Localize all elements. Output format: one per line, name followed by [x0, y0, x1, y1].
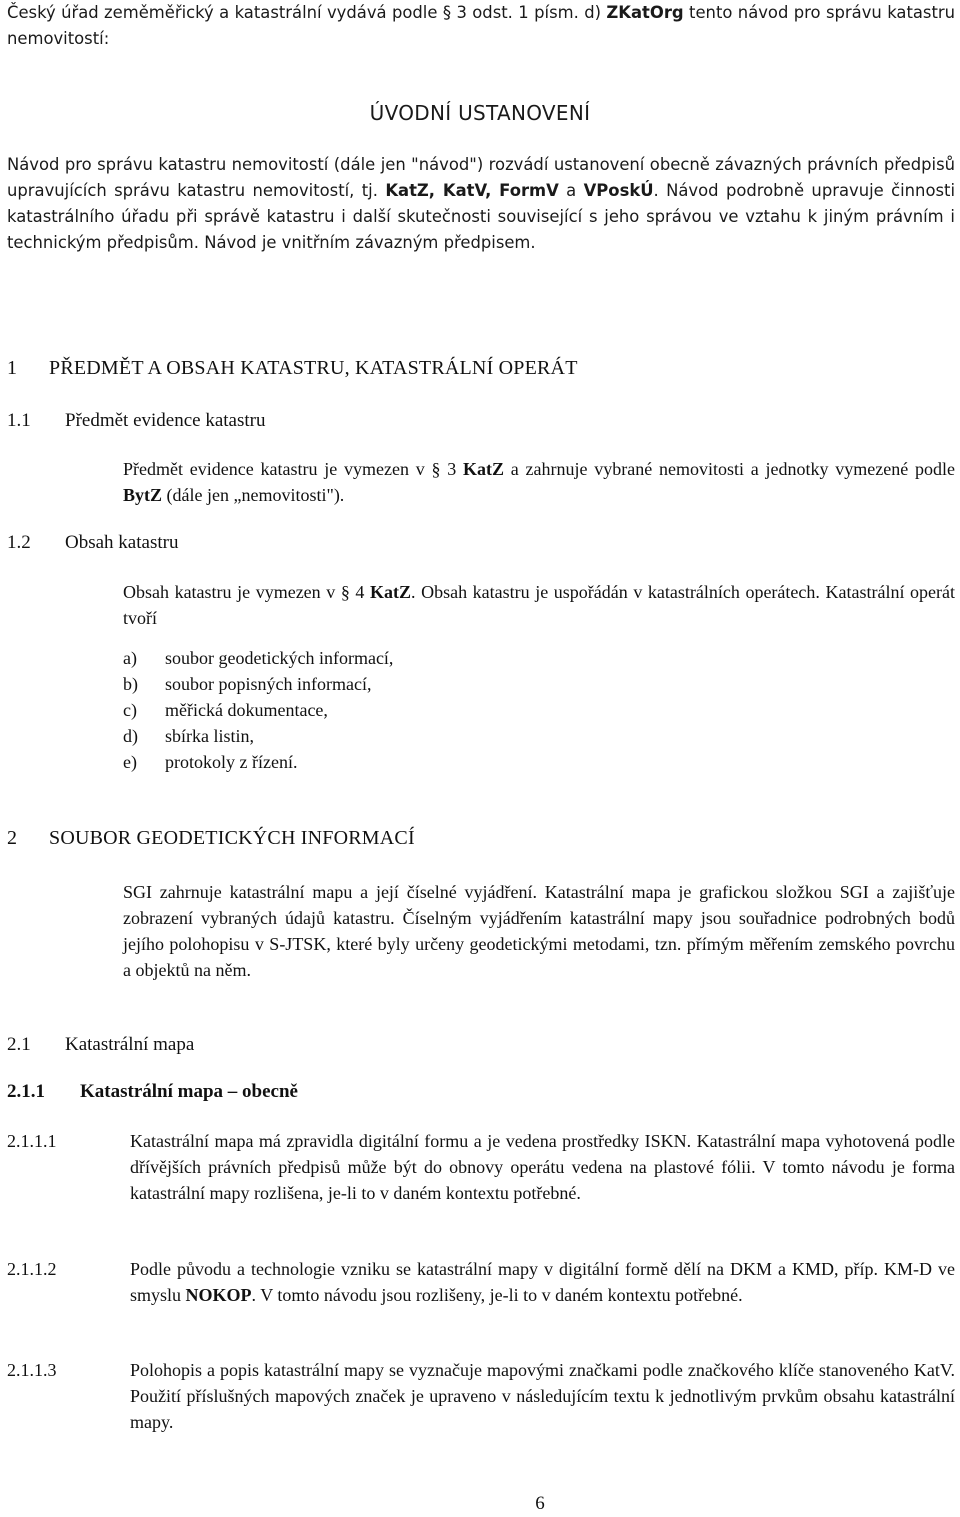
para-number: 2.1.1.3 [7, 1360, 57, 1380]
section1-1-heading [7, 410, 265, 432]
p3-c: . Použití příslušných mapových značek je upraveno v následujícím textu k jednotlivým prvkům obsahu katastrální mapy. [130, 1360, 955, 1432]
p3-a: Polohopis a popis katastrální mapy se vyznačuje mapovými značkami podle značkového klíče stanoveného [130, 1360, 914, 1380]
para-text: Katastrální mapa má zpravidla digitální formu a je vedena prostředky ISKN. Katastrální mapa vyhotovená podle dřívějších právních předpisů může být do obnovy operátu vedena na plastové fólii. V tomto návodu je forma katastrální mapy rozlišena, je-li to v daném kontextu potřebné. [130, 1131, 955, 1203]
section1-1-text [123, 456, 955, 508]
section1-title: PŘEDMĚT A OBSAH KATASTRU, KATASTRÁLNÍ OPERÁT [49, 357, 578, 379]
intro-zkatorg: ZKatOrg [606, 3, 684, 22]
page-title: ÚVODNÍ USTANOVENÍ [369, 101, 591, 125]
section2-1-title: Katastrální mapa [65, 1034, 195, 1055]
section1-2-title: Obsah katastru [65, 532, 179, 553]
section2-heading [7, 827, 415, 850]
p2-c: . V tomto návodu jsou rozlišeny, je-li to v daném kontextu potřebné. [251, 1285, 743, 1305]
list-item [123, 697, 923, 723]
list-text: soubor popisných informací, [165, 674, 372, 694]
section1-heading [7, 357, 578, 380]
section2-1-1-number: 2.1.1 [7, 1081, 45, 1102]
section1-1-title: Předmět evidence katastru [65, 410, 266, 431]
section1-number: 1 [7, 357, 18, 379]
intro-paragraph [7, 0, 955, 52]
para-number: 2.1.1.2 [7, 1259, 57, 1279]
s12-a: Obsah katastru je vymezen v § 4 [123, 582, 370, 602]
intro-text-end: tento návod pro správu katastru nemovitostí: [7, 3, 956, 48]
para-2-1-1-1 [7, 1128, 955, 1206]
p2-nokop: NOKOP [185, 1285, 252, 1305]
section2-title: SOUBOR GEODETICKÝCH INFORMACÍ [49, 827, 415, 849]
section2-1-1-title: Katastrální mapa – obecně [80, 1081, 298, 1102]
intro-body-laws: KatZ, KatV, FormV [385, 181, 559, 200]
list-label: a) [123, 648, 137, 668]
intro-body-paragraph [7, 152, 955, 256]
intro-body-e: . Návod podrobně upravuje činnosti katastrálního úřadu při správě katastru i další skutečnosti související s jeho správou ve vztahu k jiným právním i technickým předpisům. Návod je vnitřním závazným předpisem. [7, 181, 955, 252]
s11-bytz: BytZ [123, 485, 163, 505]
p2-a: Podle původu a technologie vzniku se katastrální mapy v digitální formě dělí na DKM a KMD, příp. KM-D ve smyslu [130, 1259, 955, 1305]
list-item [123, 723, 923, 749]
section1-2-number: 1.2 [7, 532, 31, 553]
list-label: b) [123, 674, 138, 694]
s11-e: (dále jen „nemovitosti"). [162, 485, 345, 505]
section1-1-number: 1.1 [7, 410, 31, 431]
para-number: 2.1.1.1 [7, 1131, 57, 1151]
section2-1-number: 2.1 [7, 1034, 31, 1055]
operat-list [123, 645, 923, 775]
para-2-1-1-2 [7, 1256, 955, 1308]
para-2-1-1-3 [7, 1357, 955, 1435]
s12-katz: KatZ [369, 582, 411, 602]
list-text: měřická dokumentace, [165, 700, 328, 720]
s12-c: . Obsah katastru je uspořádán v katastrálních operátech. Katastrální operát tvoří [123, 582, 955, 628]
list-text: protokoly z řízení. [165, 752, 298, 772]
list-item [123, 671, 923, 697]
para-text [130, 1357, 955, 1435]
list-item [123, 645, 923, 671]
intro-body-vposku: VPoskÚ [583, 181, 654, 200]
para-text [130, 1256, 955, 1308]
list-label: e) [123, 752, 137, 772]
s11-a: Předmět evidence katastru je vymezen v § 3 [123, 459, 463, 479]
page-number: 6 [535, 1493, 545, 1514]
intro-body-c: a [558, 181, 584, 200]
section2-1-heading [7, 1034, 194, 1056]
section2-1-1-heading [7, 1081, 298, 1103]
s11-katz: KatZ [463, 459, 505, 479]
list-label: d) [123, 726, 138, 746]
list-item [123, 749, 923, 775]
list-text: soubor geodetických informací, [165, 648, 394, 668]
section2-text: SGI zahrnuje katastrální mapu a její číselné vyjádření. Katastrální mapa je grafickou složkou SGI a zajišťuje zobrazení vybraných údajů katastru. Číselným vyjádřením katastrální mapy jsou souřadnice podrobných bodů jejího polohopisu v S-JTSK, které byly určeny geodetickými metodami, tzn. přímým měřením zemského povrchu a objektů na něm. [123, 882, 955, 980]
list-text: sbírka listin, [165, 726, 254, 746]
section1-2-heading [7, 532, 178, 554]
p3-katv: KatV [913, 1360, 951, 1380]
intro-body-a: Návod pro správu katastru nemovitostí (dále jen "návod") rozvádí ustanovení obecně závazných právních předpisů upravujících správu katastru nemovitostí, tj. [7, 155, 955, 200]
section2-number: 2 [7, 827, 18, 849]
list-label: c) [123, 700, 137, 720]
section1-2-text [123, 579, 955, 631]
intro-text: Český úřad zeměměřický a katastrální vydává podle § 3 odst. 1 písm. d) [7, 3, 607, 22]
s11-c: a zahrnuje vybrané nemovitosti a jednotky vymezené podle [504, 459, 955, 479]
